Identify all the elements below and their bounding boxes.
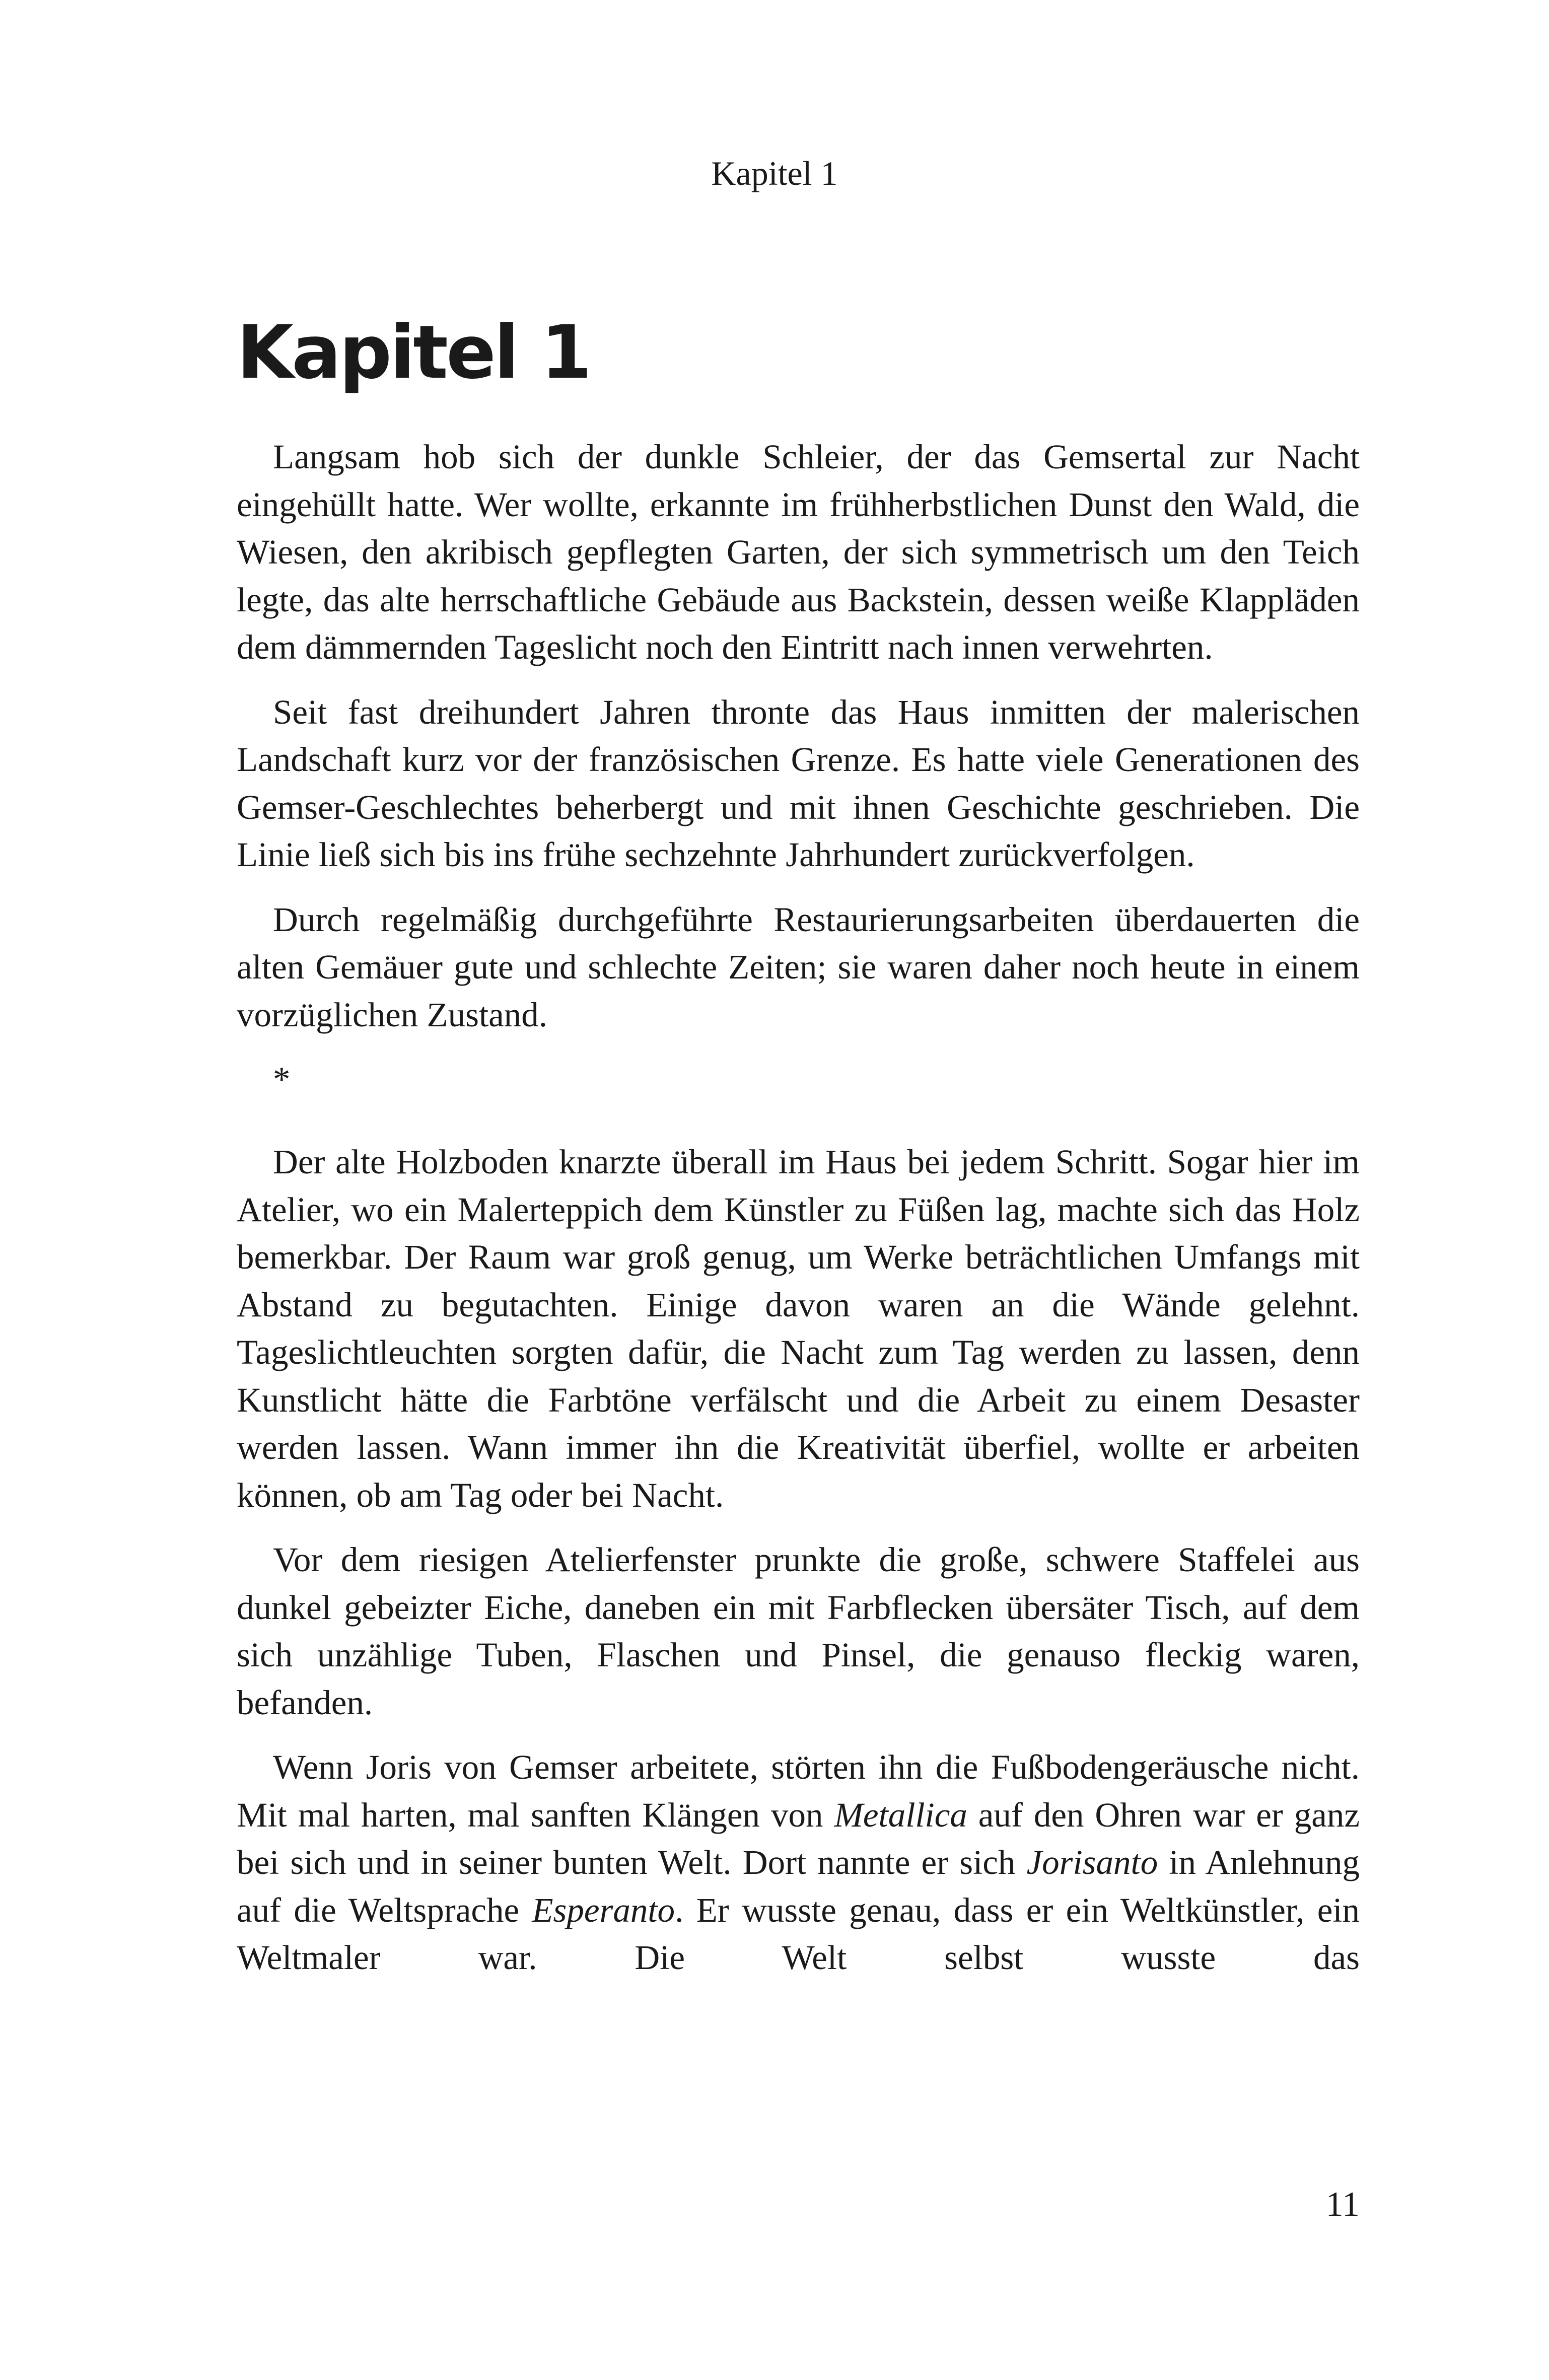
language-name-esperanto: Esperanto — [532, 1891, 675, 1929]
chapter-title: Kapitel 1 — [237, 310, 590, 395]
paragraph-6-text-4: . Er wusste genau, dass er ein Weltkünstler, ein Weltmaler war. Die Welt selbst wusste das — [237, 1891, 1360, 1977]
page-number: 11 — [1325, 2185, 1360, 2224]
paragraph-1: Langsam hob sich der dunkle Schleier, der das Gemsertal zur Nacht eingehüllt hatte. Wer wollte, erkannte im frühherbstlichen Dunst den Wald, die Wiesen, den akribisch gepflegten Garten, der sich symmetrisch um den Teich legte, das alte herrschaftliche Gebäude aus Backstein, dessen weiße Klappläden dem dämmernden Tageslicht noch den Eintritt nach innen verwehrten. — [237, 438, 1360, 666]
section-separator: * — [273, 1060, 291, 1098]
paragraph-5: Vor dem riesigen Atelierfenster prunkte die große, schwere Staffelei aus dunkel gebeizter Eiche, daneben ein mit Farbflecken übersäter Tisch, auf dem sich unzählige Tuben, Flaschen und Pinsel, die genauso fleckig waren, befanden. — [237, 1541, 1360, 1722]
band-name-metallica: Metallica — [834, 1795, 967, 1834]
paragraph-6 — [237, 1743, 1360, 1982]
paragraph-6-text-3: in Anlehnung auf die Weltsprache — [237, 1843, 1360, 1929]
paragraph-3: Durch regelmäßig durchgeführte Restaurierungsarbeiten überdauerten die alten Gemäuer gute und schlechte Zeiten; sie waren daher noch heute in einem vorzüglichen Zustand. — [237, 900, 1360, 1034]
chapter-body — [237, 433, 1360, 1982]
artist-name-jorisanto: Jorisanto — [1026, 1843, 1158, 1881]
paragraph-6-text-2: auf den Ohren war er ganz bei sich und in seiner bunten Welt. Dort nannte er sich — [237, 1795, 1360, 1881]
paragraph-6-text-1: Wenn Joris von Gemser arbeitete, störten ihn die Fußbodengeräusche nicht. Mit mal harten, mal sanften Klängen von — [237, 1748, 1360, 1834]
paragraph-2: Seit fast dreihundert Jahren thronte das Haus inmitten der malerischen Landschaft kurz vor der französischen Grenze. Es hatte viele Generationen des Gemser-Geschlechtes beherbergt und mit ihnen Geschichte geschrieben. Die Linie ließ sich bis ins frühe sechzehnte Jahrhundert zurückverfolgen. — [237, 692, 1360, 874]
paragraph-4: Der alte Holzboden knarzte überall im Haus bei jedem Schritt. Sogar hier im Atelier, wo ein Malerteppich dem Künstler zu Füßen lag, machte sich das Holz bemerkbar. Der Raum war groß genug, um Werke beträchtlichen Umfangs mit Abstand zu begutachten. Einige davon waren an die Wände gelehnt. Tageslichtleuchten sorgten dafür, die Nacht zum Tag werden zu lassen, denn Kunstlicht hätte die Farbtöne verfälscht und die Arbeit zu einem Desaster werden lassen. Wann immer ihn die Kreativität überfiel, wollte er arbeiten können, ob am Tag oder bei Nacht. — [237, 1143, 1360, 1514]
running-head: Kapitel 1 — [711, 154, 838, 192]
